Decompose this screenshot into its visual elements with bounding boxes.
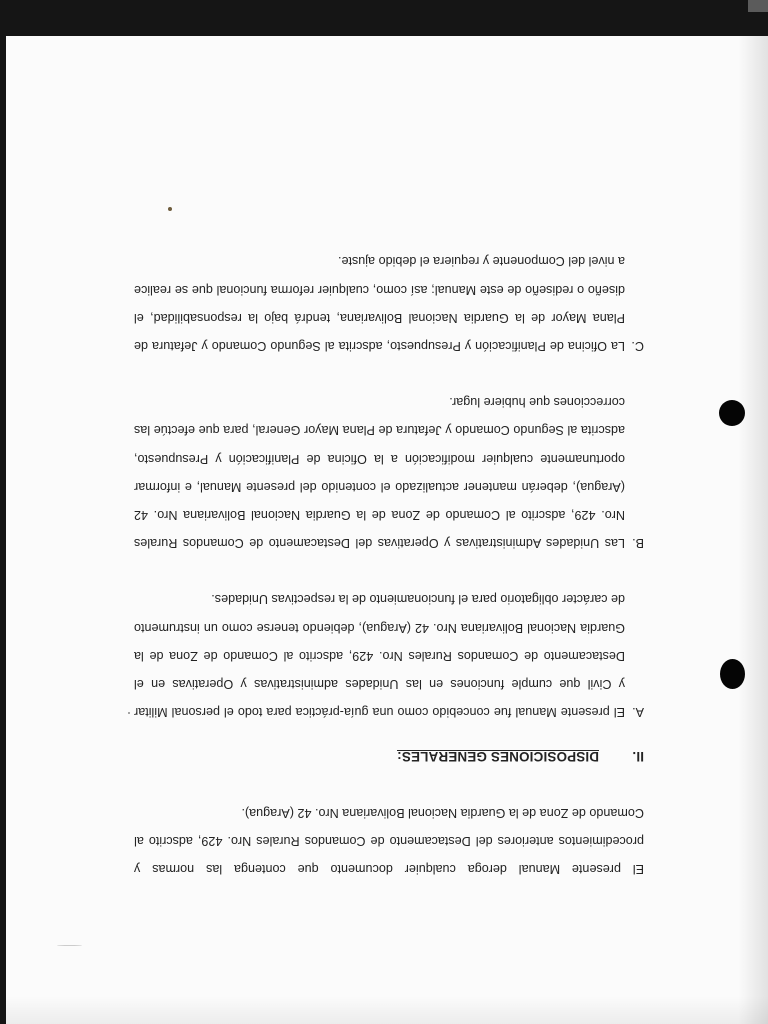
- binder-hole-top: [719, 400, 745, 426]
- list-item: [134, 247, 644, 360]
- item-letter: A.: [632, 705, 644, 720]
- binder-hole-bottom: [720, 659, 745, 689]
- section-title: DISPOSICIONES GENERALES:: [397, 749, 599, 765]
- item-text: Las Unidades Administrativas y Operativas del Destacamento de Comandos Rurales Nro. 429, adscrito al Comando de Zona de la Guardia Nacional Bolivariana Nro. 42 (Aragua), deberán mantener actualizado el contenido del presente Manual, e informar oportunamente cualquier modificación a la Oficina de Planificación y Presupuesto, adscrita al Segundo Comando y Jefatura de Plana Mayor General, para que efectúe las correcciones que hubiere lugar.: [134, 395, 625, 551]
- paper-speck: [168, 207, 172, 211]
- paper-mark: [57, 945, 82, 946]
- paper-speck: [128, 712, 130, 714]
- section-number: II.: [632, 749, 644, 765]
- item-text: La Oficina de Planificación y Presupuesto, adscrita al Segundo Comando y Jefatura de Plana Mayor de la Guardia Nacional Bolivariana, tendrá bajo la responsabilidad, el diseño o rediseño de este Manual; así como, cualquier reforma funcional que se realice a nivel del Componente y requiera el debido ajuste.: [134, 254, 625, 353]
- item-letter: C.: [631, 338, 644, 353]
- document-body: [134, 219, 644, 883]
- item-letter: B.: [632, 536, 644, 551]
- intro-paragraph: El presente Manual deroga cualquier documento que contenga las normas y procedimientos anteriores del Destacamento de Comandos Rurales Nro. 429, adscrito al Comando de Zona de la Guardia Nacional Bolivariana Nro. 42 (Aragua).: [134, 805, 644, 876]
- item-text: El presente Manual fue concebido como una guía-práctica para todo el personal Militar y Civil que cumple funciones en las Unidades administrativas y Operativas en el Destacamento de Comandos Rurales Nro. 429, adscrito al Comando de Zona de la Guardia Nacional Bolivariana Nro. 42 (Aragua), debiendo tenerse como un instrumento de carácter obligatorio para el funcionamiento de la respectivas Unidades.: [134, 592, 625, 720]
- list-item: [134, 585, 644, 726]
- list-item: [134, 388, 644, 557]
- section-heading: [134, 742, 644, 770]
